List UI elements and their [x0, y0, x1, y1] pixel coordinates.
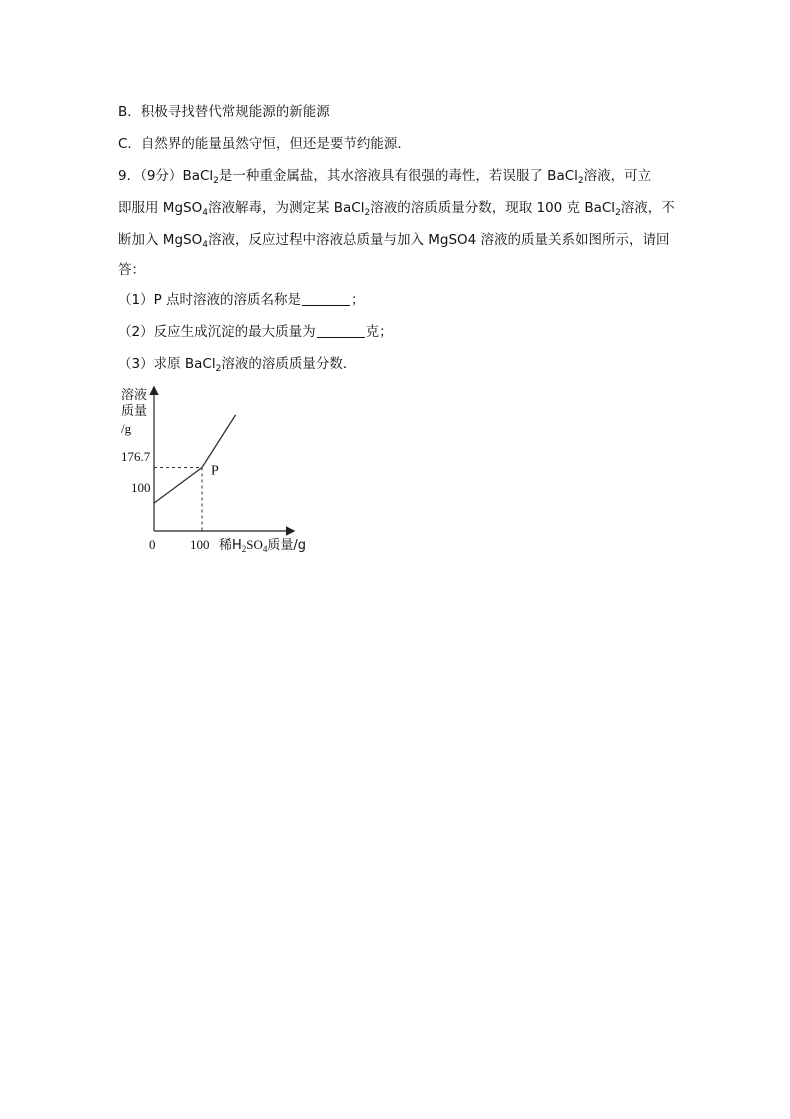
y-tick-100: 100	[131, 480, 151, 495]
origin-label: 0	[149, 537, 156, 552]
answer-blank-1[interactable]	[302, 291, 350, 306]
question-9-line4: 答：	[118, 262, 145, 278]
question-number: 9．	[118, 168, 141, 184]
x-tick-100: 100	[190, 537, 210, 552]
y-label-unit: /g	[121, 421, 132, 436]
option-b: B．积极寻找替代常规能源的新能源	[118, 104, 330, 120]
question-9-line1: 9．（9分）BaCl$_2$是一种重金属盐，其水溶液具有很强的毒性，若误服了 BaCl$_2$溶液，可立	[118, 168, 652, 186]
question-9-line3: 断加入 MgSO$_4$溶液，反应过程中溶液总质量与加入 MgSO4 溶液的质量关系如图所示，请回	[118, 232, 670, 250]
series-line	[154, 415, 236, 503]
sub-question-2: （2）反应生成沉淀的最大质量为 克；	[118, 324, 393, 340]
mass-chart	[110, 380, 430, 565]
y-label-line1: 溶液	[121, 388, 148, 403]
y-label-line2: 质量	[121, 404, 148, 419]
option-c: C．自然界的能量虽然守恒，但还是要节约能源．	[118, 136, 411, 152]
point-p-label: P	[211, 463, 219, 479]
sub-question-1: （1）P 点时溶液的溶质名称是 ；	[118, 292, 365, 308]
answer-blank-2[interactable]	[317, 323, 365, 338]
question-9-line2: 即服用 MgSO$_4$溶液解毒，为测定某 BaCl$_2$溶液的溶质质量分数，现取 100 克 BaCl$_2$溶液，不	[118, 200, 675, 218]
y-tick-176-7: 176.7	[121, 449, 151, 464]
x-label: 稀$H_2SO_4$质量/g	[219, 537, 307, 554]
question-score: （9分）	[140, 168, 183, 184]
sub-question-3: （3）求原 BaCl$_2$溶液的溶质质量分数．	[118, 356, 357, 374]
